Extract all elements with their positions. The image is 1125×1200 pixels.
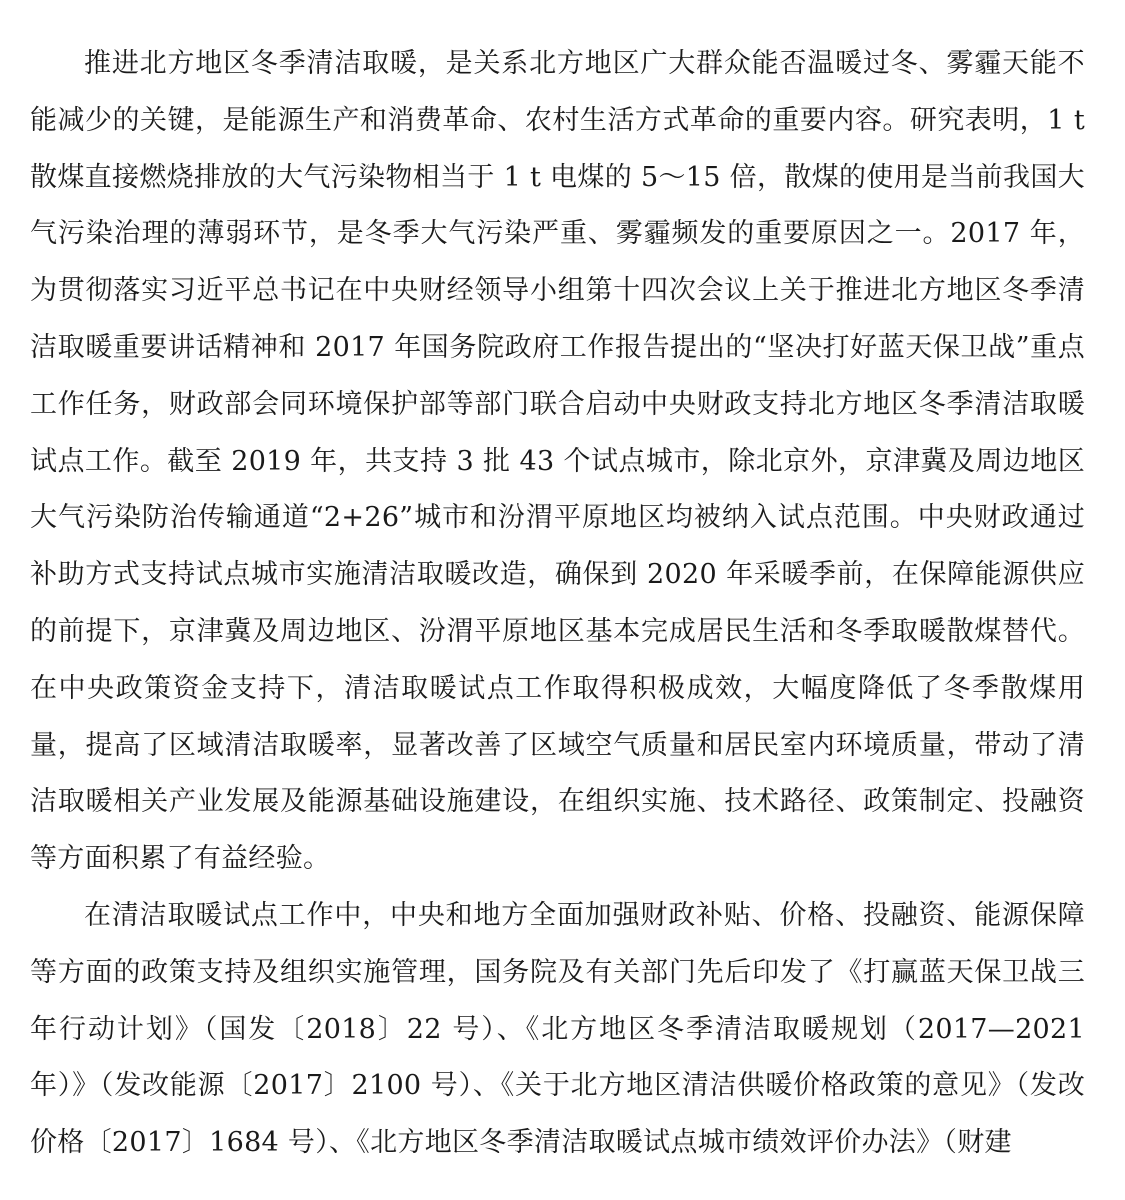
body-paragraph-1: 推进北方地区冬季清洁取暖，是关系北方地区广大群众能否温暖过冬、雾霾天能不能减少的关键，是能源生产和消费革命、农村生活方式革命的重要内容。研究表明，1 t 散煤直接燃烧排放的大气污染物相当于 1 t 电煤的 5～15 倍，散煤的使用是当前我国大气污染治理的薄弱环节，是冬季大气污染严重、雾霾频发的重要原因之一。2017 年，为贯彻落实习近平总书记在中央财经领导小组第十四次会议上关于推进北方地区冬季清洁取暖重要讲话精神和 2017 年国务院政府工作报告提出的“坚决打好蓝天保卫战”重点工作任务，财政部会同环境保护部等部门联合启动中央财政支持北方地区冬季清洁取暖试点工作。截至 2019 年，共支持 3 批 43 个试点城市，除北京外，京津冀及周边地区大气污染防治传输通道“2+26”城市和汾渭平原地区均被纳入试点范围。中央财政通过补助方式支持试点城市实施清洁取暖改造，确保到 2020 年采暖季前，在保障能源供应的前提下，京津冀及周边地区、汾渭平原地区基本完成居民生活和冬季取暖散煤替代。在中央政策资金支持下，清洁取暖试点工作取得积极成效，大幅度降低了冬季散煤用量，提高了区域清洁取暖率，显著改善了区域空气质量和居民室内环境质量，带动了清洁取暖相关产业发展及能源基础设施建设，在组织实施、技术路径、政策制定、投融资等方面积累了有益经验。 — [30, 48, 1085, 875]
body-paragraph-2: 在清洁取暖试点工作中，中央和地方全面加强财政补贴、价格、投融资、能源保障等方面的政策支持及组织实施管理，国务院及有关部门先后印发了《打赢蓝天保卫战三年行动计划》（国发〔2018〕22 号）、《北方地区冬季清洁取暖规划（2017—2021 年）》（发改能源〔2017〕2100 号）、《关于北方地区清洁供暖价格政策的意见》（发改价格〔2017〕1684 号）、《北方地区冬季清洁取暖试点城市绩效评价办法》（财建 — [30, 899, 1085, 1159]
